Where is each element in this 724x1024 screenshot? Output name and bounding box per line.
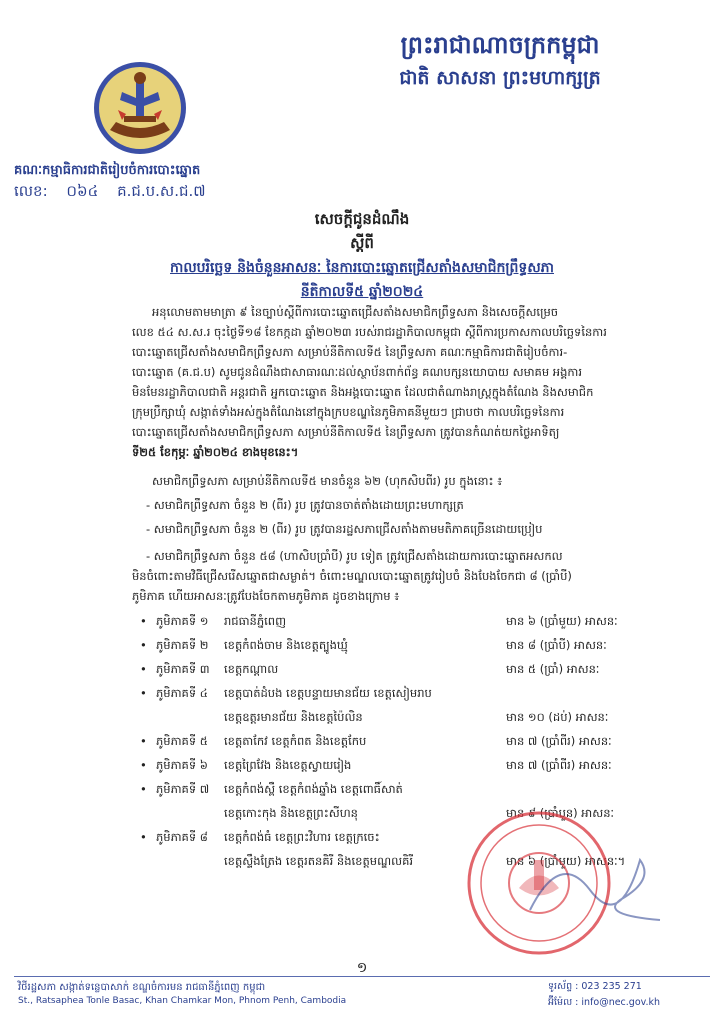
region-seats: មាន ៧ (ប្រាំពីរ) អាសនៈ bbox=[506, 734, 612, 748]
para-line: ទី២៥ ខែកុម្ភៈ ឆ្នាំ២០២៤ ខាងមុខនេះ។ bbox=[132, 445, 299, 459]
footer-address-kh: វិថីរដ្ឋសភា សង្កាត់ទន្លេបាសាក់ ខណ្ឌចំការមន រាជធានីភ្នំពេញ កម្ពុជា bbox=[18, 982, 266, 993]
notice-term: នីតិកាលទី៥ ឆ្នាំ២០២៤ bbox=[300, 284, 424, 300]
email-label: អ៊ីម៉ែល : bbox=[548, 997, 579, 1008]
email-link[interactable]: info@nec.gov.kh bbox=[581, 997, 661, 1008]
region-provinces: ខេត្តតាកែវ ខេត្តកំពត និងខេត្តកែប bbox=[224, 734, 367, 748]
para-line: មិនមែនរដ្ឋាភិបាលជាតិ អន្តរជាតិ អ្នកបោះឆ្នោត និងអង្គបោះឆ្នោត ដែលជាតំណាងរាស្ត្រក្នុងតំណែង និងសមាជិក bbox=[132, 385, 594, 399]
bullet-icon: • bbox=[140, 830, 147, 844]
region-provinces-cont: ខេត្តឧត្តរមានជ័យ និងខេត្តប៉ៃលិន bbox=[224, 710, 363, 724]
list-item bbox=[140, 782, 700, 826]
region-provinces-cont: ខេត្តកោះកុង និងខេត្តព្រះសីហនុ bbox=[224, 806, 358, 820]
bullet-elected-assembly: - សមាជិកព្រឹទ្ធសភា ចំនួន ២ (ពីរ) រូប ត្រូវបានរដ្ឋសភាជ្រើសតាំងតាមមតិភាគច្រើនដោយប្រៀប bbox=[146, 522, 543, 536]
region-provinces: ខេត្តកំពង់ចាម និងខេត្តត្បូងឃ្មុំ bbox=[224, 638, 348, 652]
region-name: ភូមិភាគទី ២ bbox=[156, 638, 209, 652]
region-provinces: រាជធានីភ្នំពេញ bbox=[224, 614, 287, 628]
bullet-appointed-king: - សមាជិកព្រឹទ្ធសភា ចំនួន ២ (ពីរ) រូប ត្រូវបានចាត់តាំងដោយព្រះមហាក្សត្រ bbox=[146, 498, 464, 512]
phone-label: ទូរស័ព្ទ : bbox=[548, 981, 579, 992]
para-line: ភូមិភាគ ហើយអាសនៈត្រូវបែងចែកតាមភូមិភាគ ដូចខាងក្រោម ៖ bbox=[132, 589, 400, 603]
para-line: - សមាជិកព្រឹទ្ធសភា ចំនួន ៥៨ (ហាសិបប្រាំបី) រូប ទៀត ត្រូវជ្រើសតាំងដោយការបោះឆ្នោតអសកល bbox=[146, 549, 563, 563]
notice-title: សេចក្តីជូនដំណឹង bbox=[314, 210, 410, 228]
list-item bbox=[140, 758, 700, 778]
bullet-icon: • bbox=[140, 614, 147, 628]
region-seats: មាន ៧ (ប្រាំពីរ) អាសនៈ bbox=[506, 758, 612, 772]
members-summary: សមាជិកព្រឹទ្ធសភា សម្រាប់នីតិកាលទី៥ មានចំនួន ៦២ (ហុកសិបពីរ) រូប ក្នុងនោះ ៖ bbox=[152, 474, 503, 488]
list-item bbox=[140, 734, 700, 754]
para-line: លេខ ៥៤ ស.ស.រ ចុះថ្ងៃទី១៨ ខែកក្កដា ឆ្នាំ២០២៣ របស់រាជរដ្ឋាភិបាលកម្ពុជា ស្តីពីការប្រកាសកាលបរិច្ឆេទនៃការ bbox=[132, 325, 607, 339]
bullet-icon: • bbox=[140, 638, 147, 652]
para-line: ក្រុមប្រឹក្សាឃុំ សង្កាត់ទាំងអស់ក្នុងតំណែងនៅក្នុងក្របខណ្ឌនៃភូមិភាគនីមួយៗ ជ្រាបថា កាលបរិច្ឆេទនៃការ bbox=[132, 405, 565, 419]
ref-number: ០៦៤ bbox=[66, 182, 99, 200]
region-name: ភូមិភាគទី ៥ bbox=[156, 734, 208, 748]
region-name: ភូមិភាគទី ១ bbox=[156, 614, 209, 628]
bullet-icon: • bbox=[140, 734, 147, 748]
para-line: អនុលោមតាមមាត្រា ៩ នៃច្បាប់ស្តីពីការបោះឆ្នោតជ្រើសតាំងសមាជិកព្រឹទ្ធសភា និងសេចក្តីសម្រេច bbox=[152, 305, 559, 319]
region-seats: មាន ១០ (ដប់) អាសនៈ bbox=[506, 710, 609, 724]
page-number: ១ bbox=[356, 960, 368, 976]
nec-emblem-icon bbox=[92, 60, 188, 156]
footer-address-en: St., Ratsaphea Tonle Basac, Khan Chamkar Mon, Phnom Penh, Cambodia bbox=[18, 996, 347, 1006]
region-provinces: ខេត្តព្រៃវែង និងខេត្តស្វាយរៀង bbox=[224, 758, 352, 772]
list-item bbox=[140, 662, 700, 682]
bullet-icon: • bbox=[140, 686, 147, 700]
region-provinces-cont: ខេត្តស្ទឹងត្រែង ខេត្តរតនគិរី និងខេត្តមណ្ឌលគិរី bbox=[224, 854, 414, 868]
bullet-elected-indirect bbox=[132, 546, 698, 606]
reference-number bbox=[14, 182, 220, 204]
region-seats: មាន ៨ (ប្រាំបី) អាសនៈ bbox=[506, 638, 607, 652]
region-name: ភូមិភាគទី ៦ bbox=[156, 758, 208, 772]
para-line: បោះឆ្នោតជ្រើសតាំងសមាជិកព្រឹទ្ធសភា សម្រាប់នីតិកាលទី៥ នៃព្រឹទ្ធសភា គណៈកម្មាធិការជាតិរៀបចំការ- bbox=[132, 345, 568, 359]
region-seats: មាន ៦ (ប្រាំមួយ) អាសនៈ bbox=[506, 614, 618, 628]
para-line: បោះឆ្នោត (គ.ជ.ប) សូមជូនដំណឹងជាសាធារណៈដល់ស្ថាប័នពាក់ព័ន្ធ គណបក្សនយោបាយ សមាគម អង្គការ bbox=[132, 365, 583, 379]
region-name: ភូមិភាគទី ៣ bbox=[156, 662, 210, 676]
region-provinces: ខេត្តកណ្តាល bbox=[224, 662, 279, 676]
region-name: ភូមិភាគទី ៧ bbox=[156, 782, 210, 796]
region-seats: មាន ៩ (ប្រាំបួន) អាសនៈ bbox=[506, 806, 615, 820]
region-seats: មាន ៥ (ប្រាំ) អាសនៈ bbox=[506, 662, 600, 676]
signature-icon bbox=[520, 830, 670, 940]
notice-subject: កាលបរិច្ឆេទ និងចំនួនអាសនៈ នៃការបោះឆ្នោតជ្រើសតាំងសមាជិកព្រឹទ្ធសភា bbox=[170, 260, 554, 276]
list-item bbox=[140, 614, 700, 634]
ref-label: លេខ: bbox=[14, 182, 48, 200]
phone-number: 023 235 271 bbox=[581, 981, 642, 992]
bullet-icon: • bbox=[140, 758, 147, 772]
para-line: មិនចំពោះតាមវិធីជ្រើសរើសឆ្នោតជាសម្ងាត់។ ចំពោះមណ្ឌលបោះឆ្នោតត្រូវរៀបចំ និងបែងចែកជា ៨ (ប្រាំបី) bbox=[132, 569, 572, 583]
list-item bbox=[140, 638, 700, 658]
region-seats: មាន ៦ (ប្រាំមួយ) អាសនៈ។ bbox=[506, 854, 626, 868]
footer-divider bbox=[14, 976, 710, 977]
ref-code: គ.ជ.ប.ស.ជ.៧ bbox=[117, 182, 206, 200]
list-item bbox=[140, 686, 700, 730]
region-provinces: ខេត្តបាត់ដំបង ខេត្តបន្ទាយមានជ័យ ខេត្តសៀមរាប bbox=[224, 686, 432, 700]
footer-phone bbox=[548, 980, 642, 994]
bullet-icon: • bbox=[140, 782, 147, 796]
notice-about: ស្តីពី bbox=[350, 234, 374, 252]
region-name: ភូមិភាគទី ៨ bbox=[156, 830, 208, 844]
bullet-icon: • bbox=[140, 662, 147, 676]
org-name: គណៈកម្មាធិការជាតិរៀបចំការបោះឆ្នោត bbox=[14, 163, 201, 178]
region-provinces: ខេត្តកំពង់ធំ ខេត្តព្រះវិហារ ខេត្តក្រចេះ bbox=[224, 830, 380, 844]
national-motto: ជាតិ សាសនា ព្រះមហាក្សត្រ bbox=[399, 67, 601, 89]
kingdom-title: ព្រះរាជាណាចក្រកម្ពុជា bbox=[400, 31, 600, 59]
para-line: បោះឆ្នោតជ្រើសតាំងសមាជិកព្រឹទ្ធសភា សម្រាប់នីតិកាលទី៥ នៃព្រឹទ្ធសភា ត្រូវបានកំណត់យកថ្ងៃអាទិត្យ bbox=[132, 425, 560, 439]
intro-paragraph bbox=[132, 302, 698, 462]
footer-email bbox=[548, 996, 660, 1010]
region-name: ភូមិភាគទី ៤ bbox=[156, 686, 208, 700]
region-provinces: ខេត្តកំពង់ស្ពឺ ខេត្តកំពង់ឆ្នាំង ខេត្តពោធិ៍សាត់ bbox=[224, 782, 403, 796]
